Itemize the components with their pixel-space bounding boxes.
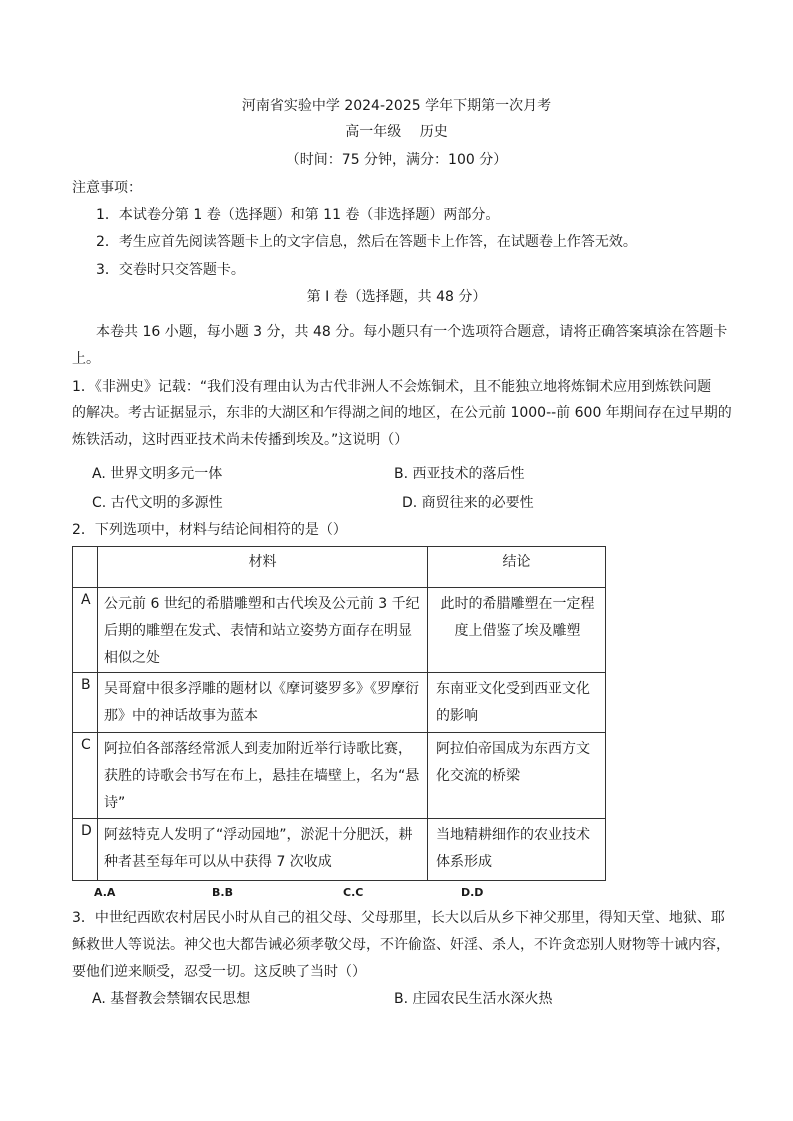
section-intro: 本卷共 16 小题，每小题 3 分，共 48 分。每小题只有一个选项符合题意，请将正确答案填涂在答题卡	[96, 324, 728, 340]
row-label: A	[73, 588, 98, 673]
notes-heading: 注意事项：	[72, 180, 142, 196]
notes-item: 2．考生应首先阅读答题卡上的文字信息，然后在答题卡上作答，在试题卷上作答无效。	[96, 234, 637, 250]
q2-option-c[interactable]: C.C	[343, 886, 364, 899]
row-label: B	[73, 673, 98, 733]
exam-grade-subject: 高一年级 历史	[345, 124, 448, 140]
exam-time-score: （时间：75 分钟，满分：100 分）	[285, 152, 508, 168]
table-header-row	[73, 547, 606, 588]
notes-item: 3．交卷时只交答题卡。	[96, 262, 245, 278]
table-row	[73, 588, 606, 673]
q3-option-b[interactable]: B. 庄园农民生活水深火热	[394, 991, 553, 1007]
question-1-stem: 炼铁活动，这时西亚技术尚未传播到埃及。”这说明（）	[72, 432, 409, 448]
table-row	[73, 733, 606, 819]
question-3-stem: 稣救世人等说法。神父也大都告诫必须孝敬父母，不许偷盗、奸淫、杀人，不许贪恋别人财物等十诫内容，	[72, 937, 730, 953]
q3-option-a[interactable]: A. 基督教会禁锢农民思想	[92, 991, 251, 1007]
row-label: C	[73, 733, 98, 819]
q1-option-d[interactable]: D. 商贸往来的必要性	[402, 495, 534, 511]
row-conclusion: 此时的希腊雕塑在一定程度上借鉴了埃及雕塑	[428, 588, 606, 673]
question-3-stem: 要他们逆来顺受，忍受一切。这反映了当时（）	[72, 964, 366, 980]
row-label: D	[73, 819, 98, 881]
q2-table	[72, 546, 606, 881]
q1-option-c[interactable]: C. 古代文明的多源性	[92, 495, 223, 511]
row-material: 阿拉伯各部落经常派人到麦加附近举行诗歌比赛，获胜的诗歌会书写在布上，悬挂在墙壁上，名为“悬诗”	[98, 733, 428, 819]
row-material: 公元前 6 世纪的希腊雕塑和古代埃及公元前 3 千纪后期的雕塑在发式、表情和站立姿势方面存在明显相似之处	[98, 588, 428, 673]
notes-item: 1．本试卷分第 1 卷（选择题）和第 11 卷（非选择题）两部分。	[96, 207, 500, 223]
question-3-stem: 3．中世纪西欧农村居民小时从自己的祖父母、父母那里，长大以后从乡下神父那里，得知天堂、地狱、耶	[72, 910, 725, 926]
table-header-blank	[73, 547, 98, 588]
row-material: 吴哥窟中很多浮雕的题材以《摩诃婆罗多》《罗摩衍那》中的神话故事为蓝本	[98, 673, 428, 733]
table-header-material: 材料	[98, 547, 428, 588]
row-conclusion: 阿拉伯帝国成为东西方文化交流的桥梁	[428, 733, 606, 819]
q1-option-b[interactable]: B. 西亚技术的落后性	[394, 466, 525, 482]
exam-school-title: 河南省实验中学 2024-2025 学年下期第一次月考	[241, 98, 552, 114]
table-row	[73, 819, 606, 881]
question-2-stem: 2．下列选项中，材料与结论间相符的是（）	[72, 522, 347, 538]
q2-option-a[interactable]: A.A	[94, 886, 116, 899]
row-material: 阿兹特克人发明了“浮动园地”，淤泥十分肥沃，耕种者甚至每年可以从中获得 7 次收成	[98, 819, 428, 881]
table-row	[73, 673, 606, 733]
table-header-conclusion: 结论	[428, 547, 606, 588]
q2-option-d[interactable]: D.D	[461, 886, 484, 899]
question-1-stem: 的解决。考古证据显示，东非的大湖区和乍得湖之间的地区，在公元前 1000--前 600 年期间存在过早期的	[72, 405, 732, 421]
row-conclusion: 当地精耕细作的农业技术体系形成	[428, 819, 606, 881]
row-conclusion: 东南亚文化受到西亚文化的影响	[428, 673, 606, 733]
question-1-stem: 1．《非洲史》记载：“我们没有理由认为古代非洲人不会炼铜术，且不能独立地将炼铜术应用到炼铁问题	[72, 379, 712, 395]
q1-option-a[interactable]: A. 世界文明多元一体	[92, 466, 223, 482]
section-intro-cont: 上。	[72, 351, 100, 367]
q2-option-b[interactable]: B.B	[212, 886, 233, 899]
section-title: 第 I 卷（选择题，共 48 分）	[306, 289, 487, 305]
